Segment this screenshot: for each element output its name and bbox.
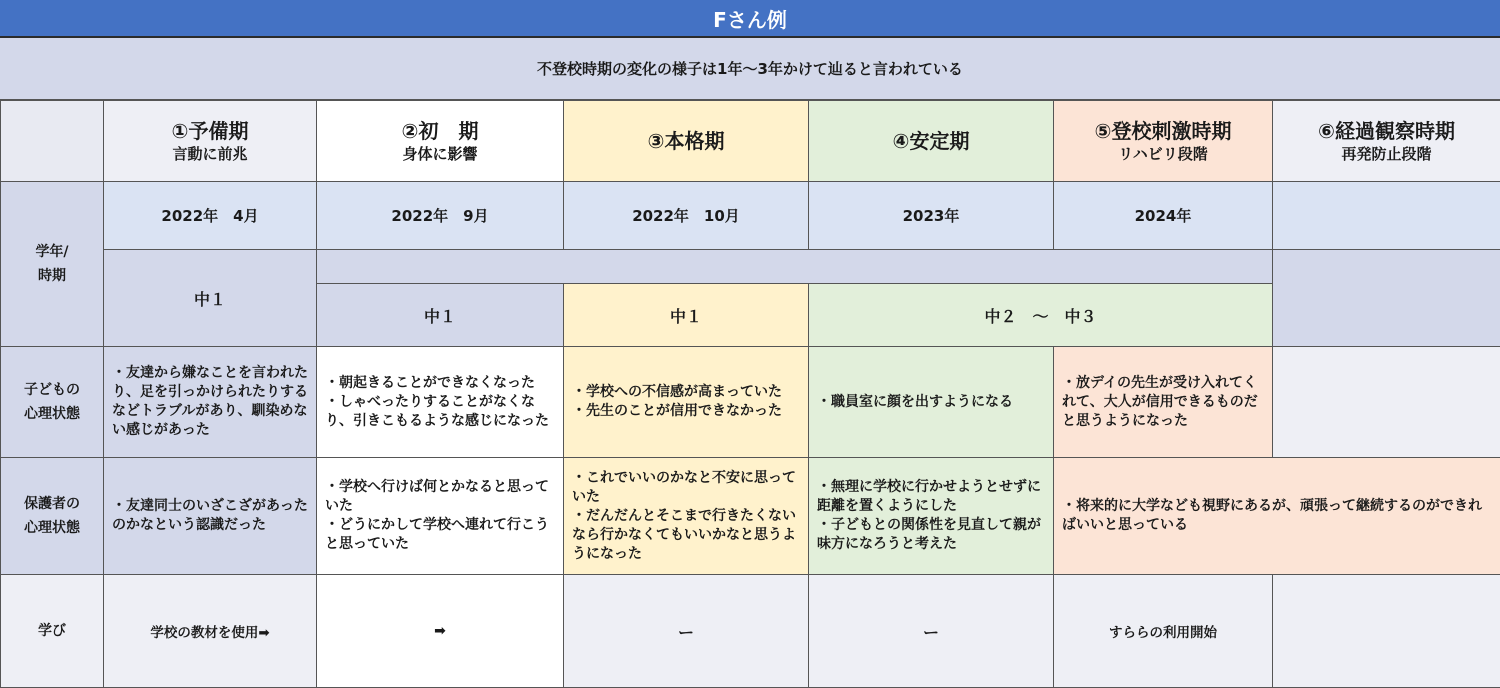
stage-header-2 — [317, 101, 564, 182]
row-label-learning: 学び — [1, 575, 104, 688]
parent-state-cell: ・学校へ行けば何とかなると思っていた ・どうにかして学校へ連れて行こうと思っていた — [317, 458, 564, 575]
learning-cell: すららの利用開始 — [1054, 575, 1273, 688]
stage-sub: 再発防止段階 — [1273, 144, 1500, 164]
learning-cell — [1273, 575, 1500, 688]
grade-cell: 中２ 〜 中３ — [809, 284, 1273, 347]
learning-cell: ー — [564, 575, 809, 688]
row-label-child: 子どもの 心理状態 — [1, 347, 104, 458]
grade-spacer — [317, 250, 1273, 284]
child-state-cell: ・職員室に顔を出すようになる — [809, 347, 1054, 458]
corner-cell — [1, 101, 104, 182]
stage-header-4 — [809, 101, 1054, 182]
learning-cell: ➡ — [317, 575, 564, 688]
date-cell: 2022年 4月 — [104, 182, 317, 250]
grade-cell: 中１ — [317, 284, 564, 347]
learning-cell: ー — [809, 575, 1054, 688]
learning-cell: 学校の教材を使用➡ — [104, 575, 317, 688]
parent-state-cell: ・無理に学校に行かせようとせずに距離を置くようにした ・子どもとの関係性を見直して親が味方になろうと考えた — [809, 458, 1054, 575]
date-cell: 2022年 10月 — [564, 182, 809, 250]
grade-empty — [1273, 250, 1500, 347]
parent-state-cell: ・将来的に大学なども視野にあるが、頑張って継続するのができればいいと思っている — [1054, 458, 1500, 575]
row-label-period: 学年/ 時期 — [1, 182, 104, 347]
child-state-cell: ・放デイの先生が受け入れてくれて、大人が信用できるものだと思うようになった — [1054, 347, 1273, 458]
stage-name: ③本格期 — [564, 128, 808, 154]
date-cell — [1273, 182, 1500, 250]
chart-title: Fさん例 — [0, 0, 1500, 38]
child-state-cell: ・友達から嫌なことを言われたり、足を引っかけられたりするなどトラブルがあり、馴染めない感じがあった — [104, 347, 317, 458]
stage-sub: 言動に前兆 — [104, 144, 316, 164]
progress-table — [0, 100, 1500, 688]
parent-state-cell: ・友達同士のいざこざがあったのかなという認識だった — [104, 458, 317, 575]
stage-header-1 — [104, 101, 317, 182]
grade-cell: 中１ — [104, 250, 317, 347]
stage-name: ⑥経過観察時期 — [1273, 118, 1500, 144]
stage-name: ④安定期 — [809, 128, 1053, 154]
stage-header-3 — [564, 101, 809, 182]
stage-sub: リハビリ段階 — [1054, 144, 1272, 164]
date-cell: 2023年 — [809, 182, 1054, 250]
child-state-cell: ・学校への不信感が高まっていた ・先生のことが信用できなかった — [564, 347, 809, 458]
subtitle: 不登校時期の変化の様子は1年〜3年かけて辿ると言われている — [0, 38, 1500, 100]
stage-header-5 — [1054, 101, 1273, 182]
child-state-cell: ・朝起きることができなくなった ・しゃべったりすることがなくなり、引きこもるような感じになった — [317, 347, 564, 458]
parent-state-cell: ・これでいいのかなと不安に思っていた ・だんだんとそこまで行きたくないなら行かなくてもいいかなと思うようになった — [564, 458, 809, 575]
grade-cell: 中１ — [564, 284, 809, 347]
stage-name: ①予備期 — [104, 118, 316, 144]
stage-name: ⑤登校刺激時期 — [1054, 118, 1272, 144]
date-cell: 2022年 9月 — [317, 182, 564, 250]
date-cell: 2024年 — [1054, 182, 1273, 250]
child-state-cell — [1273, 347, 1500, 458]
row-label-parent: 保護者の 心理状態 — [1, 458, 104, 575]
stage-name: ②初 期 — [317, 118, 563, 144]
stage-sub: 身体に影響 — [317, 144, 563, 164]
stage-header-6 — [1273, 101, 1500, 182]
